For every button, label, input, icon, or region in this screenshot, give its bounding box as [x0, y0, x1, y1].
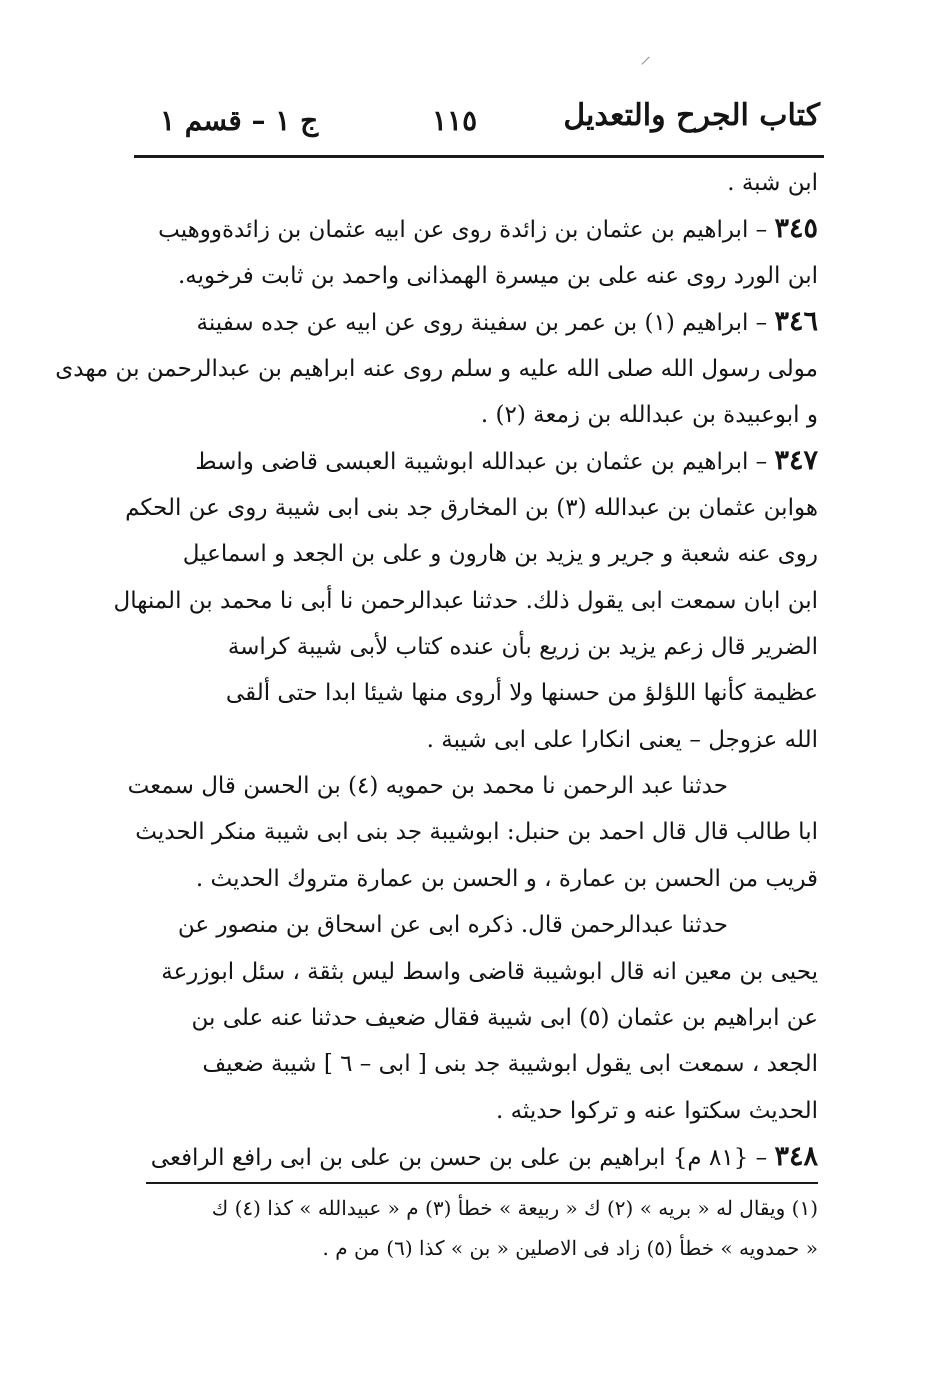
- text-line: [148, 160, 818, 206]
- text-line: [148, 253, 818, 299]
- text-line: [148, 995, 818, 1041]
- pencil-mark-icon: ⸝: [640, 44, 652, 69]
- text-line: [148, 717, 818, 763]
- line-text: ابن ابان سمعت ابى يقول ذلك. حدثنا عبدالرحمن نا أبى نا محمد بن المنهال: [113, 587, 818, 614]
- line-text: ابن الورد روى عنه على بن ميسرة الهمذانى واحمد بن ثابت فرخويه.: [177, 262, 818, 289]
- line-text: – ابراهيم بن عثمان بن زائدة روى عن ابيه عثمان بن زائدةووهيب: [158, 217, 775, 244]
- line-text: الله عزوجل – يعنى انكارا على ابى شيبة .: [426, 726, 818, 753]
- line-text: حدثنا عبدالرحمن قال. ذكره ابى عن اسحاق بن منصور عن: [177, 912, 728, 939]
- line-text: – ابراهيم بن عثمان بن عبدالله ابوشيبة العبسى قاضى واسط: [195, 449, 775, 476]
- footnote-line: (١) ويقال له « بريه » (٢) ك « ربيعة » خطأ (٣) م « عبيدالله » كذا (٤) ك: [211, 1196, 818, 1220]
- entry-number: ٣٤٧: [774, 445, 818, 477]
- line-text: – ابراهيم (١) بن عمر بن سفينة روى عن ابيه عن جده سفينة: [196, 310, 775, 337]
- footnote-line: « حمدويه » خطأ (٥) زاد فى الاصلين « بن » كذا (٦) من م .: [322, 1236, 818, 1260]
- main-text: [55, 160, 818, 1181]
- text-line: [135, 809, 818, 855]
- line-text: ابن شبة .: [727, 170, 818, 196]
- text-line: [148, 902, 818, 948]
- text-line: [148, 531, 818, 577]
- footnote-rule: [146, 1182, 818, 1184]
- book-title: كتاب الجرح والتعديل: [563, 98, 820, 133]
- line-text: قريب من الحسن بن عمارة ، و الحسن بن عمارة متروك الحديث .: [195, 865, 818, 892]
- footnotes: [148, 1188, 818, 1268]
- text-line: [148, 392, 818, 438]
- page-number: ١١٥: [432, 104, 478, 137]
- page-header: [140, 92, 820, 148]
- text-line: [127, 763, 818, 809]
- text-line: [55, 346, 818, 392]
- line-text: الحديث سكتوا عنه و تركوا حديثه .: [495, 1097, 818, 1124]
- text-line: [113, 578, 818, 624]
- text-line: [148, 438, 818, 484]
- text-line: [148, 949, 818, 995]
- text-line: [148, 299, 818, 345]
- line-text: عن ابراهيم بن عثمان (٥) ابى شيبة فقال ضعيف حدثنا عنه على بن: [191, 1005, 818, 1032]
- text-line: [148, 1088, 818, 1134]
- header-rule: [134, 155, 824, 158]
- line-text: الجعد ، سمعت ابى يقول ابوشيبة جد بنى [ ابى – ٦ ] شيبة ضعيف: [202, 1051, 818, 1078]
- line-text: روى عنه شعبة و جرير و يزيد بن هارون و على بن الجعد و اسماعيل: [182, 541, 818, 568]
- line-text: و ابوعبيدة بن عبدالله بن زمعة (٢) .: [480, 401, 818, 428]
- line-text: حدثنا عبد الرحمن نا محمد بن حمويه (٤) بن الحسن قال سمعت: [127, 773, 728, 800]
- volume-section: ج ١ – قسم ١: [160, 104, 319, 137]
- line-text: – {٨١ م} ابراهيم بن على بن حسن بن على بن ابى رافع الرافعى: [150, 1145, 775, 1172]
- line-text: ابا طالب قال قال احمد بن حنبل: ابوشيبة جد بنى ابى شيبة منكر الحديث: [135, 819, 818, 846]
- text-line: [148, 1041, 818, 1087]
- entry-number: ٣٤٥: [774, 213, 818, 245]
- text-line: [148, 1134, 818, 1180]
- text-line: [148, 856, 818, 902]
- text-line: [148, 670, 818, 716]
- line-text: يحيى بن معين انه قال ابوشيبة قاضى واسط ليس بثقة ، سئل ابوزرعة: [161, 958, 818, 985]
- text-line: [148, 624, 818, 670]
- line-text: عظيمة كأنها اللؤلؤ من حسنها ولا أروى منها شيئا ابدا حتى ألقى: [225, 680, 818, 707]
- text-line: [125, 485, 818, 531]
- line-text: الضرير قال زعم يزيد بن زريع بأن عنده كتاب لأبى شيبة كراسة: [227, 633, 818, 660]
- text-line: [148, 206, 818, 252]
- entry-number: ٣٤٦: [774, 306, 818, 338]
- line-text: هوابن عثمان بن عبدالله (٣) بن المخارق جد بنى ابى شيبة روى عن الحكم: [125, 494, 818, 521]
- line-text: مولى رسول الله صلى الله عليه و سلم روى عنه ابراهيم بن عبدالرحمن بن مهدى: [55, 355, 818, 382]
- entry-number: ٣٤٨: [774, 1141, 818, 1173]
